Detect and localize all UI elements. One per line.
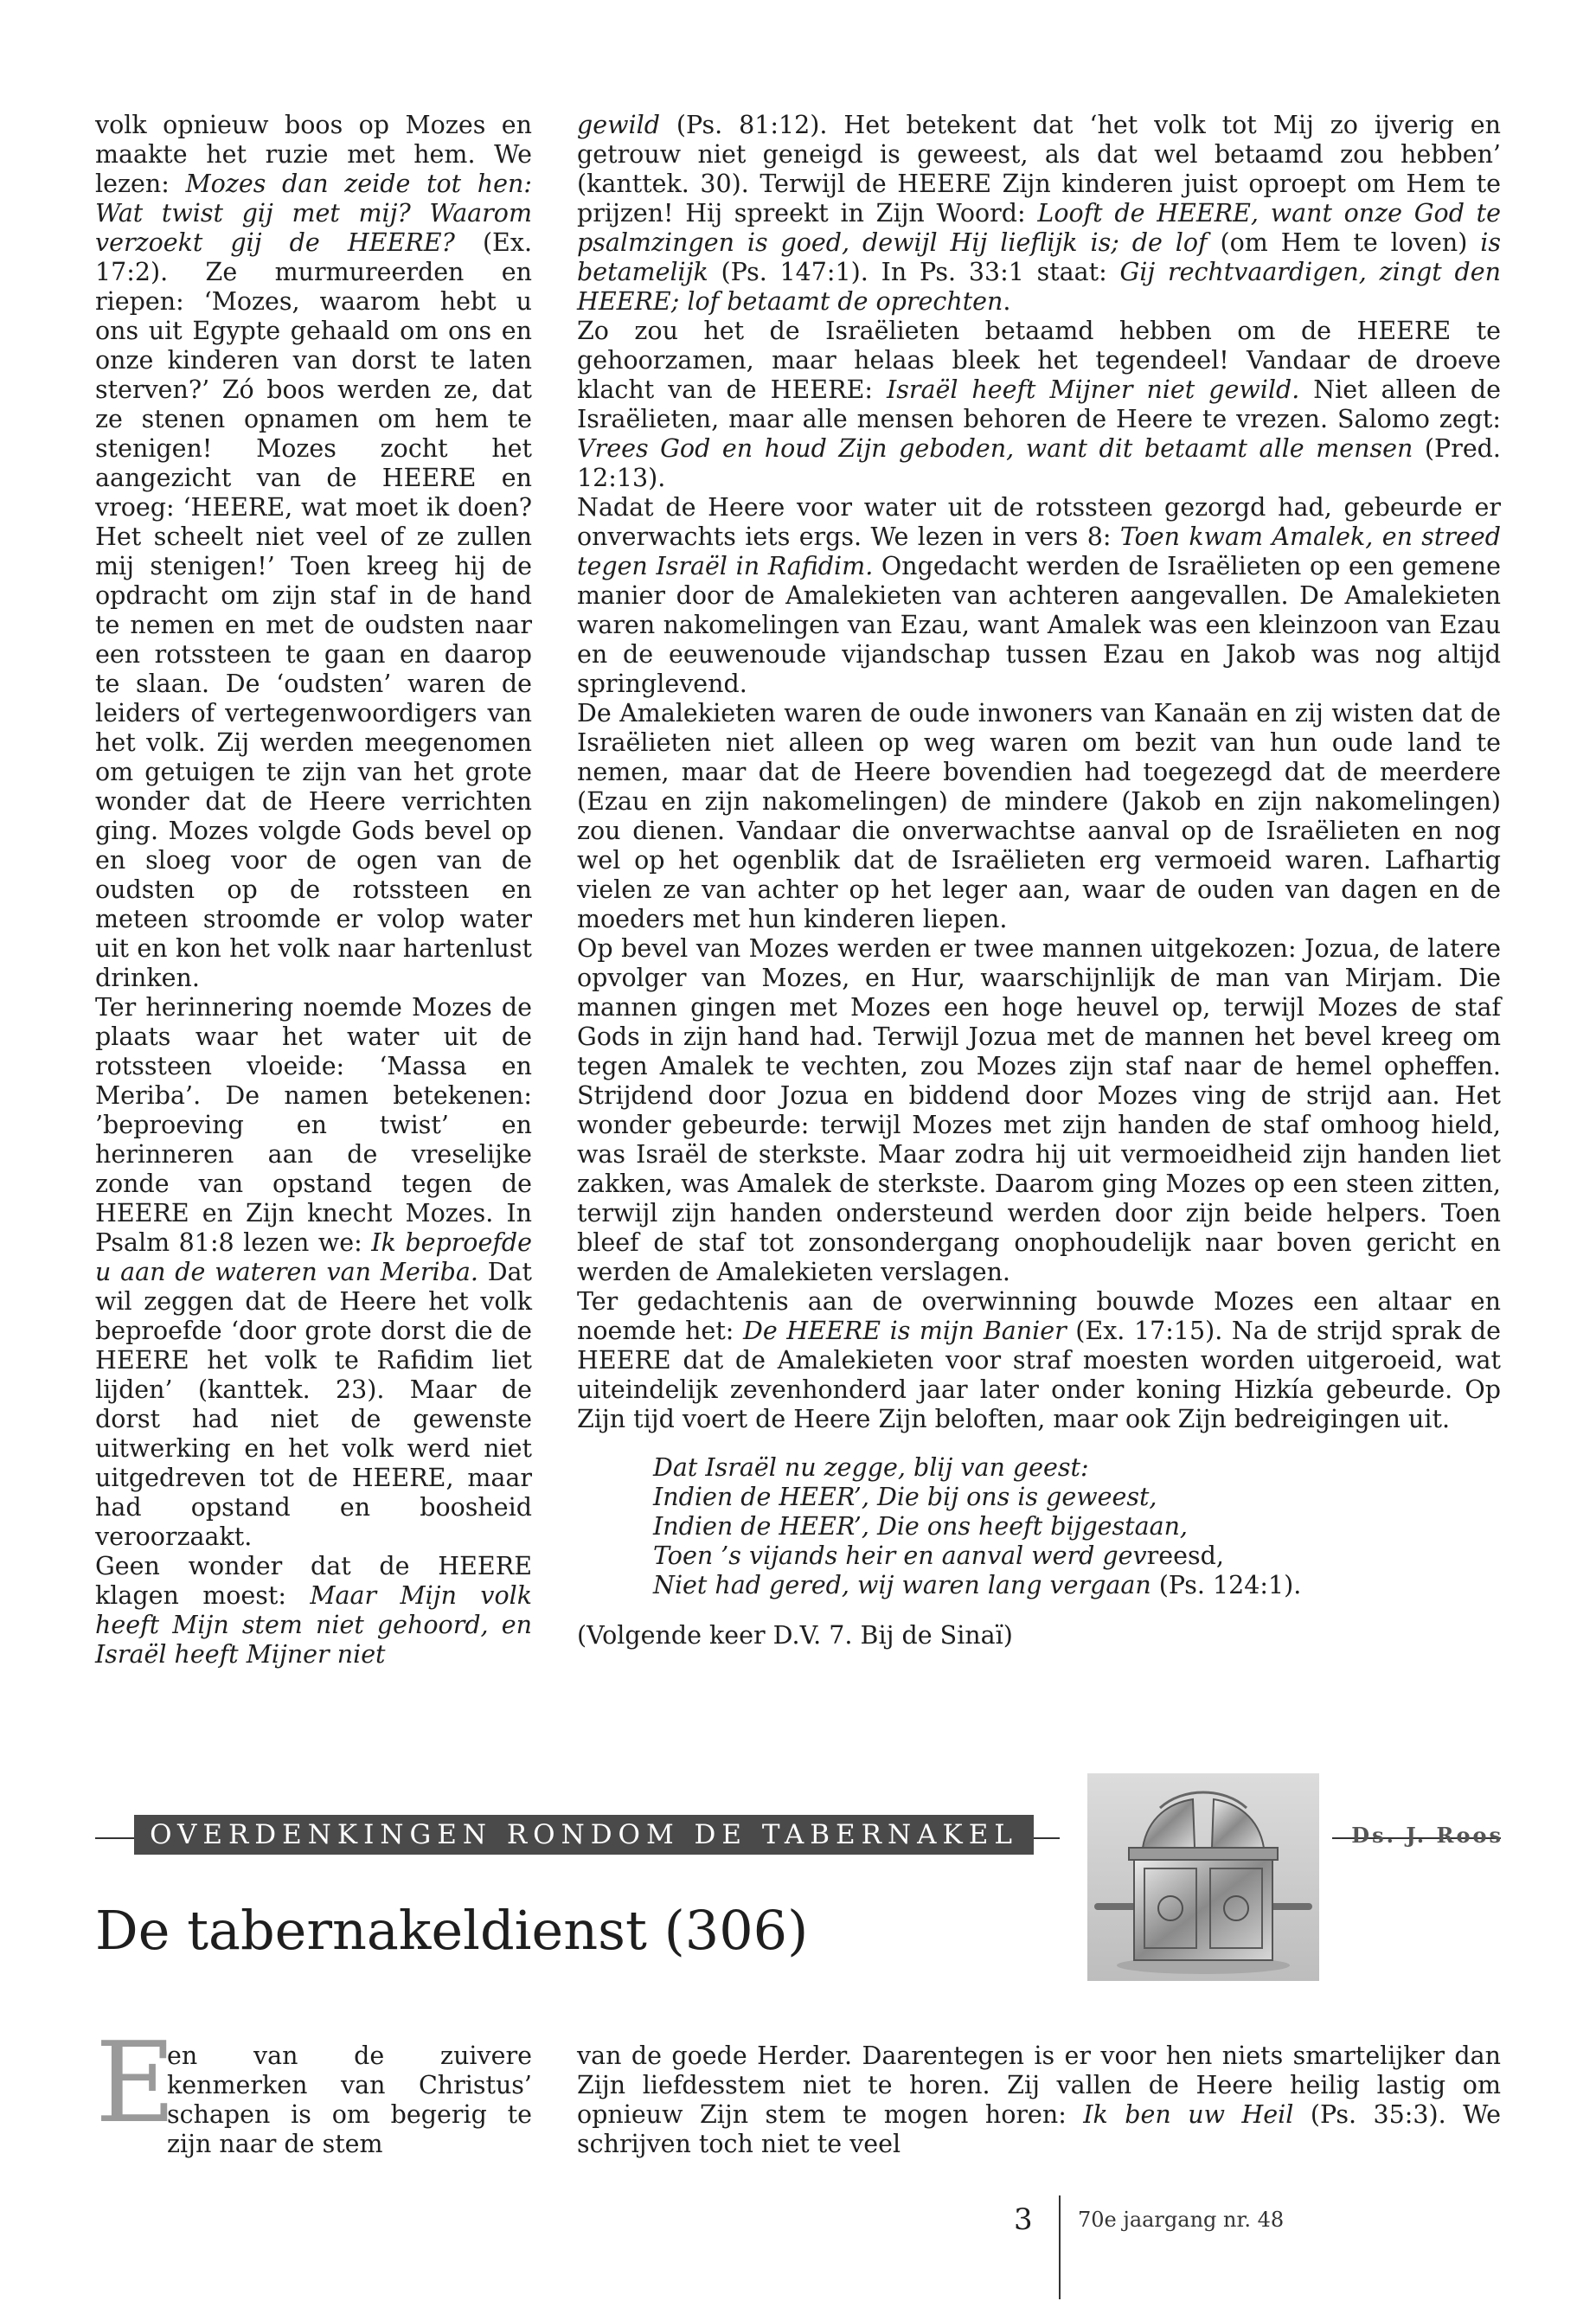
text-run: Ter gedachtenis aan de overwinning bouwde Mozes een altaar en noemde het: xyxy=(577,1287,1501,1345)
ark-image xyxy=(1087,1773,1319,1981)
scripture-quote: Maar Mijn volk heeft Mijn stem niet gehoord, en Israël heeft Mijner niet xyxy=(95,1581,532,1669)
paragraph xyxy=(95,111,532,993)
paragraph xyxy=(95,1552,532,1670)
psalm-verse xyxy=(653,1453,1501,1600)
author-byline: Ds. J. Roos xyxy=(1351,1823,1503,1848)
text-run: (Ex. 17:2). Ze murmureerden en riepen: ‘Mozes, waarom hebt u ons uit Egypte gehaald om ons en onze kinderen van dorst te laten sterven?’ Zó boos werden ze, dat ze stenen opnamen om hem te stenigen! Mozes zocht het aangezicht van de HEERE en vroeg: ‘HEERE, wat moet ik doen? Het scheelt niet veel of ze zullen mij stenigen!’ Toen kreeg hij de opdracht om zijn staf in de hand te nemen en met de oudsten naar een rotssteen te gaan en daarop te slaan. De ‘oudsten’ waren de leiders of vertegenwoordigers van het volk. Zij werden meegenomen om getuigen te zijn van het grote wonder dat de Heere verrichten ging. Mozes volgde Gods bevel op en sloeg voor de ogen van de oudsten op de rotssteen en meteen stroomde er volop water uit en kon het volk naar hartenlust drinken. xyxy=(95,228,532,992)
right-column xyxy=(577,111,1501,1650)
paragraph xyxy=(577,317,1501,493)
verse-text: Niet had gered, wij waren lang vergaan xyxy=(653,1571,1151,1599)
paragraph xyxy=(95,993,532,1552)
scripture-quote: Israël heeft Mijner niet gewild. xyxy=(886,375,1300,404)
scripture-quote: Gij rechtvaardigen, zingt den HEERE; lof betaamt de oprechten xyxy=(577,258,1501,316)
text-run: De Amalekieten waren de oude inwoners van Kanaän en zij wisten dat de Israëlieten niet alleen op weg waren om bezit van hun oude land te nemen, maar dat de Heere bovendien had toegezegd dat de meerdere (Ezau en zijn nakomelingen) de mindere (Jakob en zijn nakomelingen) zou dienen. Vandaar die onverwachtse aanval op de Israëlieten en nog wel op het ogenblik dat de Israëlieten erg vermoeid waren. Lafhartig vielen ze van achter op het leger aan, waar de ouden van dagen en de moeders met hun kinderen liepen. xyxy=(577,699,1501,933)
text-run: van de goede Herder. Daarentegen is er voor hen niets smartelijker dan Zijn liefdesstem niet te horen. Zij vallen de Heere heilig lastig om opnieuw Zijn stem te mogen horen: xyxy=(577,2041,1501,2129)
verse-line xyxy=(653,1571,1501,1600)
right-column-paragraphs xyxy=(577,111,1501,1434)
paragraph xyxy=(577,2041,1501,2159)
paragraph xyxy=(577,699,1501,934)
text-run: (om Hem te loven) xyxy=(1207,228,1481,257)
verse-text: reesd, xyxy=(1146,1541,1224,1570)
scripture-quote: gewild xyxy=(577,111,660,139)
left-column xyxy=(95,111,532,1670)
verse-line: Indien de HEER’, Die bij ons is geweest, xyxy=(653,1483,1157,1511)
scripture-quote: Mozes dan zeide tot hen: Wat twist gij met mij? Waarom verzoekt gij de HEERE? xyxy=(95,170,532,257)
article-title: De tabernakeldienst (306) xyxy=(95,1899,809,1962)
verse-line xyxy=(653,1541,1501,1571)
next-time-note: (Volgende keer D.V. 7. Bij de Sinaï) xyxy=(577,1621,1013,1650)
article-left-text: en van de zuivere kenmerken van Christus’ schapen is om begerig te zijn naar de stem xyxy=(167,2041,532,2158)
article-right-column xyxy=(577,2041,1501,2159)
text-run: Op bevel van Mozes werden er twee mannen uitgekozen: Jozua, de latere opvolger van Mozes, en Hur, waarschijnlijk de man van Mirjam. Die mannen gingen met Mozes een hoge heuvel op, terwijl Mozes de staf Gods in zijn hand had. Terwijl Jozua met de mannen het bevel kreeg om tegen Amalek te vechten, zou Mozes zijn staf naar de hemel opheffen. Strijdend door Jozua en biddend door Mozes ving de strijd aan. Het wonder gebeurde: terwijl Mozes met zijn handen de staf omhoog hield, was Israël de sterkste. Maar zodra hij uit vermoeidheid zijn handen liet zakken, was Amalek de sterkste. Daarom ging Mozes op een steen zitten, terwijl zijn handen ondersteund werden door zijn beide helpers. Toen bleef de staf tot zonsondergang onophoudelijk naar boven gericht en werden de Amalekieten verslagen. xyxy=(577,934,1501,1286)
paragraph xyxy=(577,111,1501,317)
ark-of-the-covenant-illustration xyxy=(1087,1773,1319,1981)
volume-issue: 70e jaargang nr. 48 xyxy=(1078,2208,1285,2232)
footer-divider xyxy=(1059,2195,1061,2299)
scripture-quote: Ik beproefde u aan de wateren van Meriba. xyxy=(95,1228,532,1286)
text-run: Ter herinnering noemde Mozes de plaats waar het water uit de rotssteen vloeide: ‘Massa en Meriba’. De namen betekenen: ’beproeving en twist’ en herinneren aan de vreselijke zonde van opstand tegen de HEERE en Zijn knecht Mozes. In Psalm 81:8 lezen we: xyxy=(95,993,532,1257)
section-banner: OVERDENKINGEN RONDOM DE TABERNAKEL xyxy=(134,1815,1034,1855)
verse-line: Dat Israël nu zegge, blij van geest: xyxy=(653,1453,1089,1482)
verse-line: Indien de HEER’, Die ons heeft bijgestaan, xyxy=(653,1512,1188,1541)
text-run: Dat wil zeggen dat de Heere het volk beproefde ‘door grote dorst die de HEERE het volk te Rafidim liet lijden’ (kanttek. 23). Maar de dorst had niet de gewenste uitwerking en het volk werd niet uitgedreven tot de HEERE, maar had opstand en boosheid veroorzaakt. xyxy=(95,1258,532,1551)
scripture-quote: is betamelijk xyxy=(577,228,1501,286)
text-run: Nadat de Heere voor water uit de rotssteen gezorgd had, gebeurde er onverwachts iets ergs. We lezen in vers 8: xyxy=(577,493,1501,551)
text-run: volk opnieuw boos op Mozes en maakte het ruzie met hem. We lezen: xyxy=(95,111,532,198)
page-number: 3 xyxy=(1014,2202,1033,2237)
text-run: (Ps. 35:3). We schrijven toch niet te veel xyxy=(577,2100,1502,2158)
scripture-quote: Looft de HEERE, want onze God te psalmzingen is goed, dewijl Hij lieflijk is; de lof xyxy=(577,199,1501,257)
paragraph xyxy=(577,1287,1501,1434)
verse-text: Toen ’s vijands heir en aanval werd gev xyxy=(653,1541,1147,1570)
text-run: Niet alleen de Israëlieten, maar alle mensen behoren de Heere te vrezen. Salomo zegt: xyxy=(577,375,1501,433)
scripture-quote: Toen kwam Amalek, en streed tegen Israël in Rafidim. xyxy=(577,522,1501,580)
text-run: . xyxy=(1003,287,1011,316)
text-run: (Ps. 81:12). Het betekent dat ‘het volk tot Mij zo ijverig en getrouw niet geneigd is geweest, als dat wel betaamd zou hebben’ (kanttek. 30). Terwijl de HEERE Zijn kinderen juist oproept om Hem te prijzen! Hij spreekt in Zijn Woord: xyxy=(577,111,1501,228)
paragraph xyxy=(577,934,1501,1287)
scripture-quote: Ik ben uw Heil xyxy=(1083,2100,1294,2129)
paragraph xyxy=(577,493,1501,699)
dropcap: E xyxy=(95,2019,176,2148)
text-run: (Ps. 147:1). In Ps. 33:1 staat: xyxy=(708,258,1120,286)
text-run: (Pred. 12:13). xyxy=(577,434,1501,492)
text-run: Zo zou het de Israëlieten betaamd hebben om de HEERE te gehoorzamen, maar helaas bleek het tegendeel! Vandaar de droeve klacht van de HEERE: xyxy=(577,317,1501,404)
verse-reference: (Ps. 124:1). xyxy=(1151,1571,1302,1599)
text-run: (Ex. 17:15). Na de strijd sprak de HEERE dat de Amalekieten voor straf moesten worden uitgeroeid, wat uiteindelijk zevenhonderd jaar later onder koning Hizkía gebeurde. Op Zijn tijd voert de Heere Zijn beloften, maar ook Zijn bedreigingen uit. xyxy=(577,1317,1501,1433)
scripture-quote: Vrees God en houd Zijn geboden, want dit betaamt alle mensen xyxy=(577,434,1413,463)
scripture-quote: De HEERE is mijn Banier xyxy=(742,1317,1067,1345)
text-run: Geen wonder dat de HEERE klagen moest: xyxy=(95,1552,532,1610)
text-run: Ongedacht werden de Israëlieten op een gemene manier door de Amalekieten van achteren aangevallen. De Amalekieten waren nakomelingen van Ezau, want Amalek was een kleinzoon van Ezau en de eeuwenoude vijandschap tussen Ezau en Jakob was nog altijd springlevend. xyxy=(577,552,1501,698)
